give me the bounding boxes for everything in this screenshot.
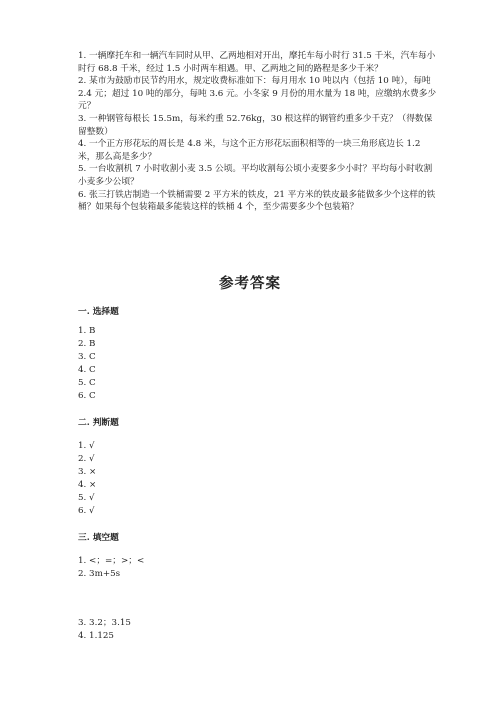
section-heading-choice: 一. 选择题 xyxy=(78,307,119,317)
problem-4: 4. 一个正方形花坛的周长是 4.8 米，与这个正方形花坛面积相等的一块三角形底边长 1.2 米，那么高是多少？ xyxy=(78,139,421,162)
list-item: 4. C xyxy=(78,364,96,375)
list-item: 3. C xyxy=(78,351,96,362)
list-item: 2. 3m+5s xyxy=(78,568,121,579)
list-item: 5. √ xyxy=(78,492,95,503)
list-item: 5. C xyxy=(78,377,96,388)
problem-3: 3. 一种钢管每根长 15.5m，每米约重 52.76kg，30 根这样的钢管约重多少千克？（得数保留整数） xyxy=(78,113,433,137)
section-heading-fill: 三. 填空题 xyxy=(78,533,119,543)
fill-answer-list xyxy=(78,555,144,581)
list-item: 1. <；=；>；< xyxy=(78,556,145,566)
list-item: 6. √ xyxy=(78,505,95,516)
fill-answer-list-continued xyxy=(78,617,131,643)
problem-1: 1. 一辆摩托车和一辆汽车同时从甲、乙两地相对开出，摩托车每小时行 31.5 千米，汽车每小时行 68.8 千米，经过 1.5 小时两车相遇。甲、乙两地之间的路程是多少千米？ xyxy=(78,51,436,74)
problem-list xyxy=(78,50,438,214)
list-item: 3. × xyxy=(78,466,97,477)
section-heading-judgement: 二. 判断题 xyxy=(78,418,119,428)
problem-2: 2. 某市为鼓励市民节约用水，规定收费标准如下：每月用水 10 吨以内（包括 10 吨），每吨 2.4 元；超过 10 吨的部分，每吨 3.6 元。小冬家 9 月份的用水量为 18 吨，应缴纳水费多少元？ xyxy=(78,76,437,112)
list-item: 1. √ xyxy=(78,441,95,451)
problem-5: 5. 一台收割机 7 小时收割小麦 3.5 公顷。平均收割每公顷小麦要多少小时？平均每小时收割小麦多少公顷？ xyxy=(78,164,433,187)
choice-answer-list xyxy=(78,325,96,402)
list-item: 3. 3.2；3.15 xyxy=(78,618,131,628)
list-item: 4. × xyxy=(78,479,97,490)
answer-title: 参考答案 xyxy=(219,275,281,292)
problem-6: 6. 张三打铁店制造一个铁桶需要 2 平方米的铁皮，21 平方米的铁皮最多能做多少个这样的铁桶？如果每个包装箱最多能装这样的铁桶 4 个，至少需要多少个包装箱？ xyxy=(78,189,436,213)
list-item: 4. 1.125 xyxy=(78,630,114,641)
list-item: 2. B xyxy=(78,338,96,349)
list-item: 1. B xyxy=(78,326,96,336)
list-item: 2. √ xyxy=(78,453,95,464)
list-item: 6. C xyxy=(78,390,96,401)
judgement-answer-list xyxy=(78,440,96,517)
